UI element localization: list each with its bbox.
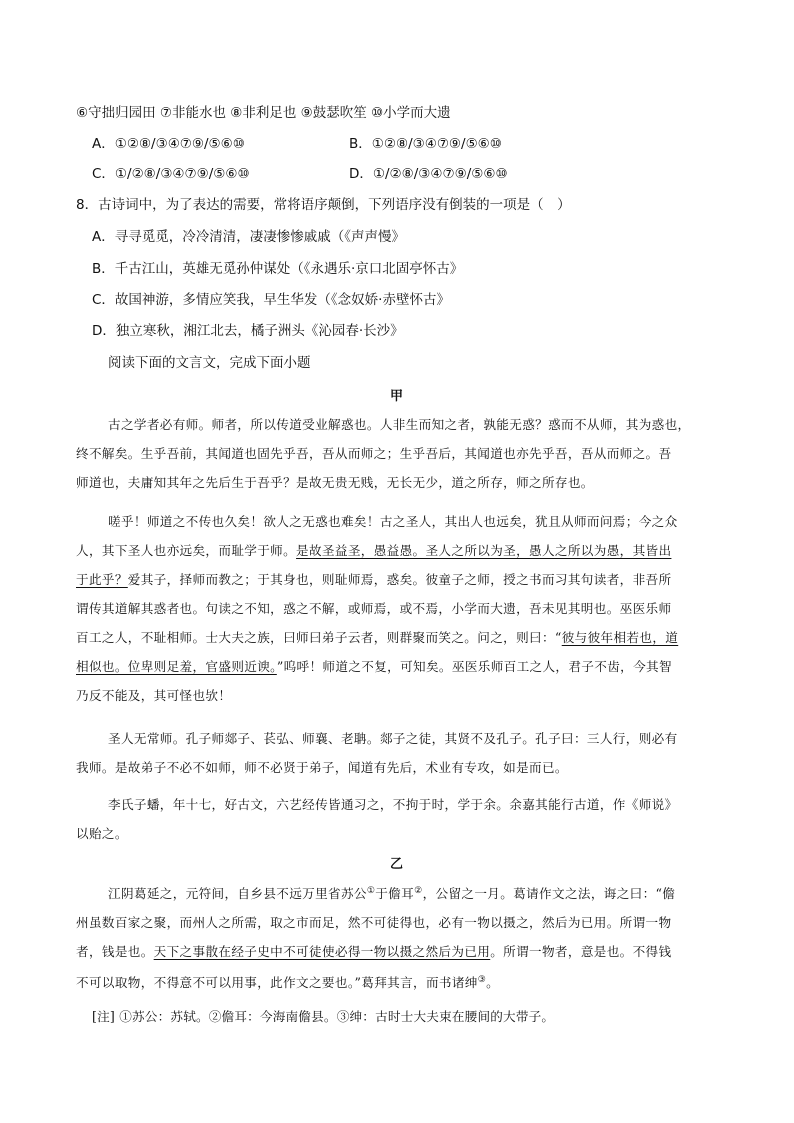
text-line: 古之学者必有师。师者，所以传道受业解惑也。人非生而知之者，孰能无惑？惑而不从师，其为惑也， [108, 417, 691, 432]
text-line: 谓传其道解其惑者也。句读之不知，惑之不解，或师焉，或不焉，小学而大遗，吾未见其明也。巫医乐师 [76, 601, 672, 616]
underlined-sentence: 是故圣益圣，愚益愚。圣人之所以为圣，愚人之所以为愚，其皆出 [296, 543, 672, 558]
text-segment: 不可以取物，不得意不可以用事，此作文之要也。”葛拜其言，而书诸绅 [76, 975, 478, 991]
jia-paragraph-2 [76, 507, 678, 710]
q8-stem: 8．古诗词中，为了表达的需要，常将语序颠倒，下列语序没有倒装的一项是（ ） [76, 197, 571, 213]
text-line [76, 966, 675, 997]
footnote-marker: ② [414, 886, 423, 896]
text-line: 州虽数百家之聚，而州人之所需，取之市而足，然不可徒得也，必有一物以摄之，然后为已用。所谓一物 [76, 915, 672, 931]
text-segment: ，公留之一月。葛请作文之法，诲之曰：“儋 [422, 886, 676, 902]
jia-paragraph-1 [76, 410, 690, 497]
reading-instruction: 阅读下面的文言文，完成下面小题 [108, 355, 311, 371]
text-line [76, 652, 678, 681]
text-line [76, 565, 678, 594]
text-segment: ”呜呼！师道之不复，可知矣。巫医乐师百工之人，君子不齿，今其智 [276, 659, 672, 674]
q8-option-d[interactable]: D．独立寒秋，湘江北去，橘子洲头《沁园春·长沙》 [92, 323, 404, 339]
q7-option-a[interactable]: A．①②⑧/③④⑦⑨/⑤⑥⑩ [92, 136, 245, 152]
q7-option-d[interactable]: D．①/②⑧/③④⑦⑨/⑤⑥⑩ [349, 166, 508, 182]
text-segment: 。所谓一物者，意是也。不得钱 [490, 944, 672, 960]
underlined-sentence: 天下之事散在经子史中不可徒使必得一物以摄之然后为已用 [153, 944, 491, 960]
q7-items-line: ⑥守拙归园田 ⑦非能水也 ⑧非利足也 ⑨鼓瑟吹笙 ⑩小学而大遗 [76, 105, 451, 121]
text-segment: 人，其下圣人也亦远矣，而耻学于师。 [76, 543, 297, 558]
underlined-sentence: 于此乎？ [76, 572, 128, 587]
text-segment: 江阴葛延之，元符间，自乡县不远万里省苏公 [108, 886, 367, 902]
text-line: 圣人无常师。孔子师郯子、苌弘、师襄、老聃。郯子之徒，其贤不及孔子。孔子曰：三人行，则必有 [108, 731, 678, 746]
passage-jia-heading: 甲 [390, 389, 404, 404]
text-line [76, 877, 675, 908]
passage-yi-heading: 乙 [390, 857, 404, 872]
text-segment: 于儋耳 [375, 886, 415, 902]
text-segment: 。 [486, 975, 500, 991]
text-line [76, 623, 678, 652]
text-line [76, 536, 678, 565]
underlined-sentence: 彼与彼年相若也，道 [561, 630, 679, 645]
yi-footnote: [注] ①苏公：苏轼。②儋耳：今海南儋县。③绅：古时士大夫束在腰间的大带子。 [92, 1009, 555, 1024]
text-line: 我师。是故弟子不必不如师，师不必贤于弟子，闻道有先后，术业有专攻，如是而已。 [76, 760, 568, 775]
text-line: 师道也，夫庸知其年之先后生于吾乎？是故无贵无贱，无长无少，道之所存，师之所存也。 [76, 475, 594, 490]
text-line: 终不解矣。生乎吾前，其闻道也固先乎吾，吾从而师之；生乎吾后，其闻道也亦先乎吾，吾从而师之。吾 [76, 446, 672, 461]
text-line: 嗟乎！师道之不传也久矣！欲人之无惑也难矣！古之圣人，其出人也远矣，犹且从师而问焉；今之众 [108, 514, 678, 529]
yi-paragraph-1 [76, 877, 675, 997]
text-segment: 者，钱是也。 [76, 944, 154, 960]
text-line [76, 937, 675, 966]
text-line: 乃反不能及，其可怪也欤！ [76, 688, 232, 703]
q8-option-b[interactable]: B．千古江山，英雄无觅孙仲谋处（《永遇乐·京口北固亭怀古》 [92, 261, 464, 277]
q8-option-a[interactable]: A．寻寻觅觅，冷冷清清，凄凄惨惨戚戚（《声声慢》 [92, 229, 405, 245]
jia-paragraph-4 [76, 790, 678, 848]
text-line: 李氏子蟠，年十七，好古文，六艺经传皆通习之，不拘于时，学于余。余嘉其能行古道，作《师说》 [108, 797, 678, 812]
q7-option-c[interactable]: C．①/②⑧/③④⑦⑨/⑤⑥⑩ [92, 166, 250, 182]
footnote-marker: ① [366, 886, 376, 896]
text-line: 以贻之。 [76, 826, 128, 841]
text-segment: 爱其子，择师而教之；于其身也，则耻师焉，惑矣。彼童子之师，授之书而习其句读者，非吾所 [127, 572, 672, 587]
q7-option-b[interactable]: B．①②⑧/③④⑦⑨/⑤⑥⑩ [349, 136, 502, 152]
underlined-sentence: 相似也。位卑则足羞，官盛则近谀。 [76, 659, 277, 674]
jia-paragraph-3 [76, 724, 678, 782]
footnote-marker: ③ [477, 975, 487, 986]
text-segment: 百工之人，不耻相师。士大夫之族，曰师曰弟子云者，则群聚而笑之。问之，则曰：“ [76, 630, 562, 645]
q8-option-c[interactable]: C．故国神游，多情应笑我，早生华发（《念奴娇·赤壁怀古》 [92, 292, 450, 308]
